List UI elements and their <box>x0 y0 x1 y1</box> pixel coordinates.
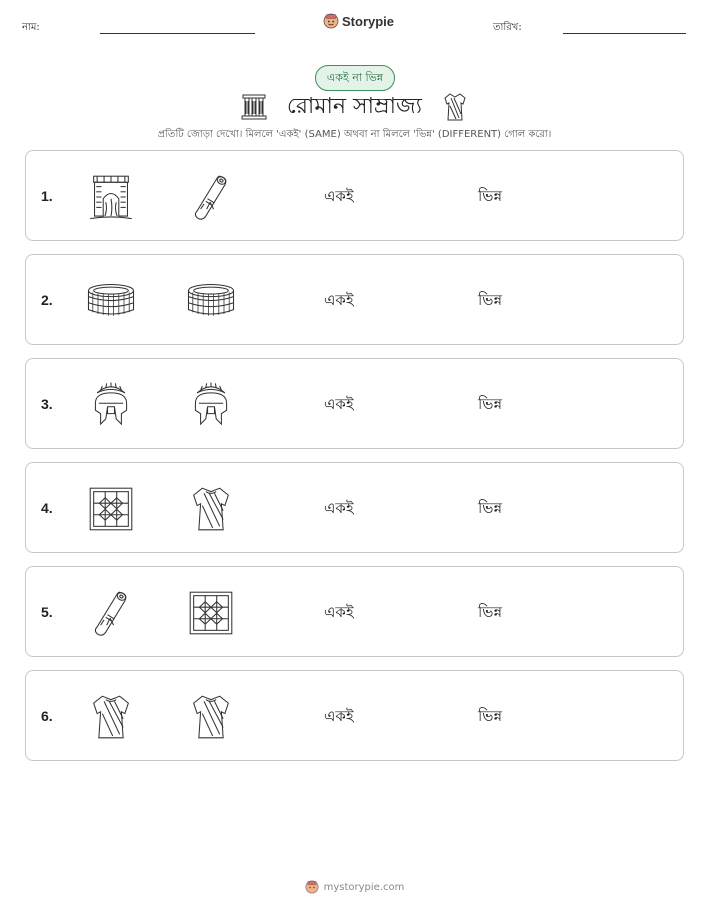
mosaic-icon <box>85 483 137 535</box>
worksheet-type-badge: একই না ভিন্ন <box>315 65 395 91</box>
row-1-left-picture <box>83 169 139 225</box>
toga-icon <box>185 691 237 743</box>
row-4-right-picture <box>183 481 239 537</box>
scroll-icon <box>85 587 137 639</box>
row-4-same-option[interactable]: একই <box>324 499 354 517</box>
question-row-4 <box>25 462 684 553</box>
storypie-mascot-footer-icon <box>305 880 319 894</box>
page-title: রোমান সাম্রাজ্য <box>286 93 423 119</box>
row-6-left-picture <box>83 689 139 745</box>
row-3-different-option[interactable]: ভিন্ন <box>478 395 503 413</box>
row-1-same-option[interactable]: একই <box>324 187 354 205</box>
scroll-icon <box>185 171 237 223</box>
row-3-right-picture <box>183 377 239 433</box>
helmet-icon <box>185 379 237 431</box>
colosseum-icon <box>85 275 137 327</box>
row-1-different-option[interactable]: ভিন্ন <box>478 187 503 205</box>
question-number: 3. <box>41 396 53 412</box>
date-field-line[interactable] <box>563 33 686 34</box>
footer-url[interactable]: mystorypie.com <box>323 881 405 893</box>
row-6-right-picture <box>183 689 239 745</box>
helmet-icon <box>85 379 137 431</box>
row-5-right-picture <box>183 585 239 641</box>
row-6-same-option[interactable]: একই <box>324 707 354 725</box>
question-number: 4. <box>41 500 53 516</box>
name-field-line[interactable] <box>100 33 255 34</box>
row-3-left-picture <box>83 377 139 433</box>
question-row-5 <box>25 566 684 657</box>
row-5-same-option[interactable]: একই <box>324 603 354 621</box>
row-2-different-option[interactable]: ভিন্ন <box>478 291 503 309</box>
row-5-left-picture <box>83 585 139 641</box>
name-label: নাম: <box>22 22 40 33</box>
instructions: প্রতিটি জোড়া দেখো। মিললে 'একই' (SAME) অথবা না মিললে 'ভিন্ন' (DIFFERENT) গোল করো। <box>157 129 552 140</box>
row-2-left-picture <box>83 273 139 329</box>
row-3-same-option[interactable]: একই <box>324 395 354 413</box>
toga-title-icon <box>442 92 468 122</box>
row-1-right-picture <box>183 169 239 225</box>
question-row-3 <box>25 358 684 449</box>
question-number: 1. <box>41 188 53 204</box>
row-4-different-option[interactable]: ভিন্ন <box>478 499 503 517</box>
toga-icon <box>185 483 237 535</box>
question-row-2 <box>25 254 684 345</box>
question-row-6 <box>25 670 684 761</box>
brand-name: Storypie <box>342 13 395 29</box>
row-2-same-option[interactable]: একই <box>324 291 354 309</box>
toga-icon <box>85 691 137 743</box>
storypie-mascot-icon <box>323 13 339 29</box>
date-label: তারিখ: <box>493 22 522 33</box>
arch-icon <box>85 171 137 223</box>
row-5-different-option[interactable]: ভিন্ন <box>478 603 503 621</box>
footer <box>0 880 709 894</box>
question-number: 6. <box>41 708 53 724</box>
row-4-left-picture <box>83 481 139 537</box>
title-row <box>0 90 709 124</box>
mosaic-icon <box>185 587 237 639</box>
row-2-right-picture <box>183 273 239 329</box>
colosseum-icon <box>185 275 237 327</box>
column-ruins-icon <box>241 93 267 121</box>
question-number: 2. <box>41 292 53 308</box>
question-number: 5. <box>41 604 53 620</box>
row-6-different-option[interactable]: ভিন্ন <box>478 707 503 725</box>
question-row-1 <box>25 150 684 241</box>
brand-logo <box>323 13 394 29</box>
